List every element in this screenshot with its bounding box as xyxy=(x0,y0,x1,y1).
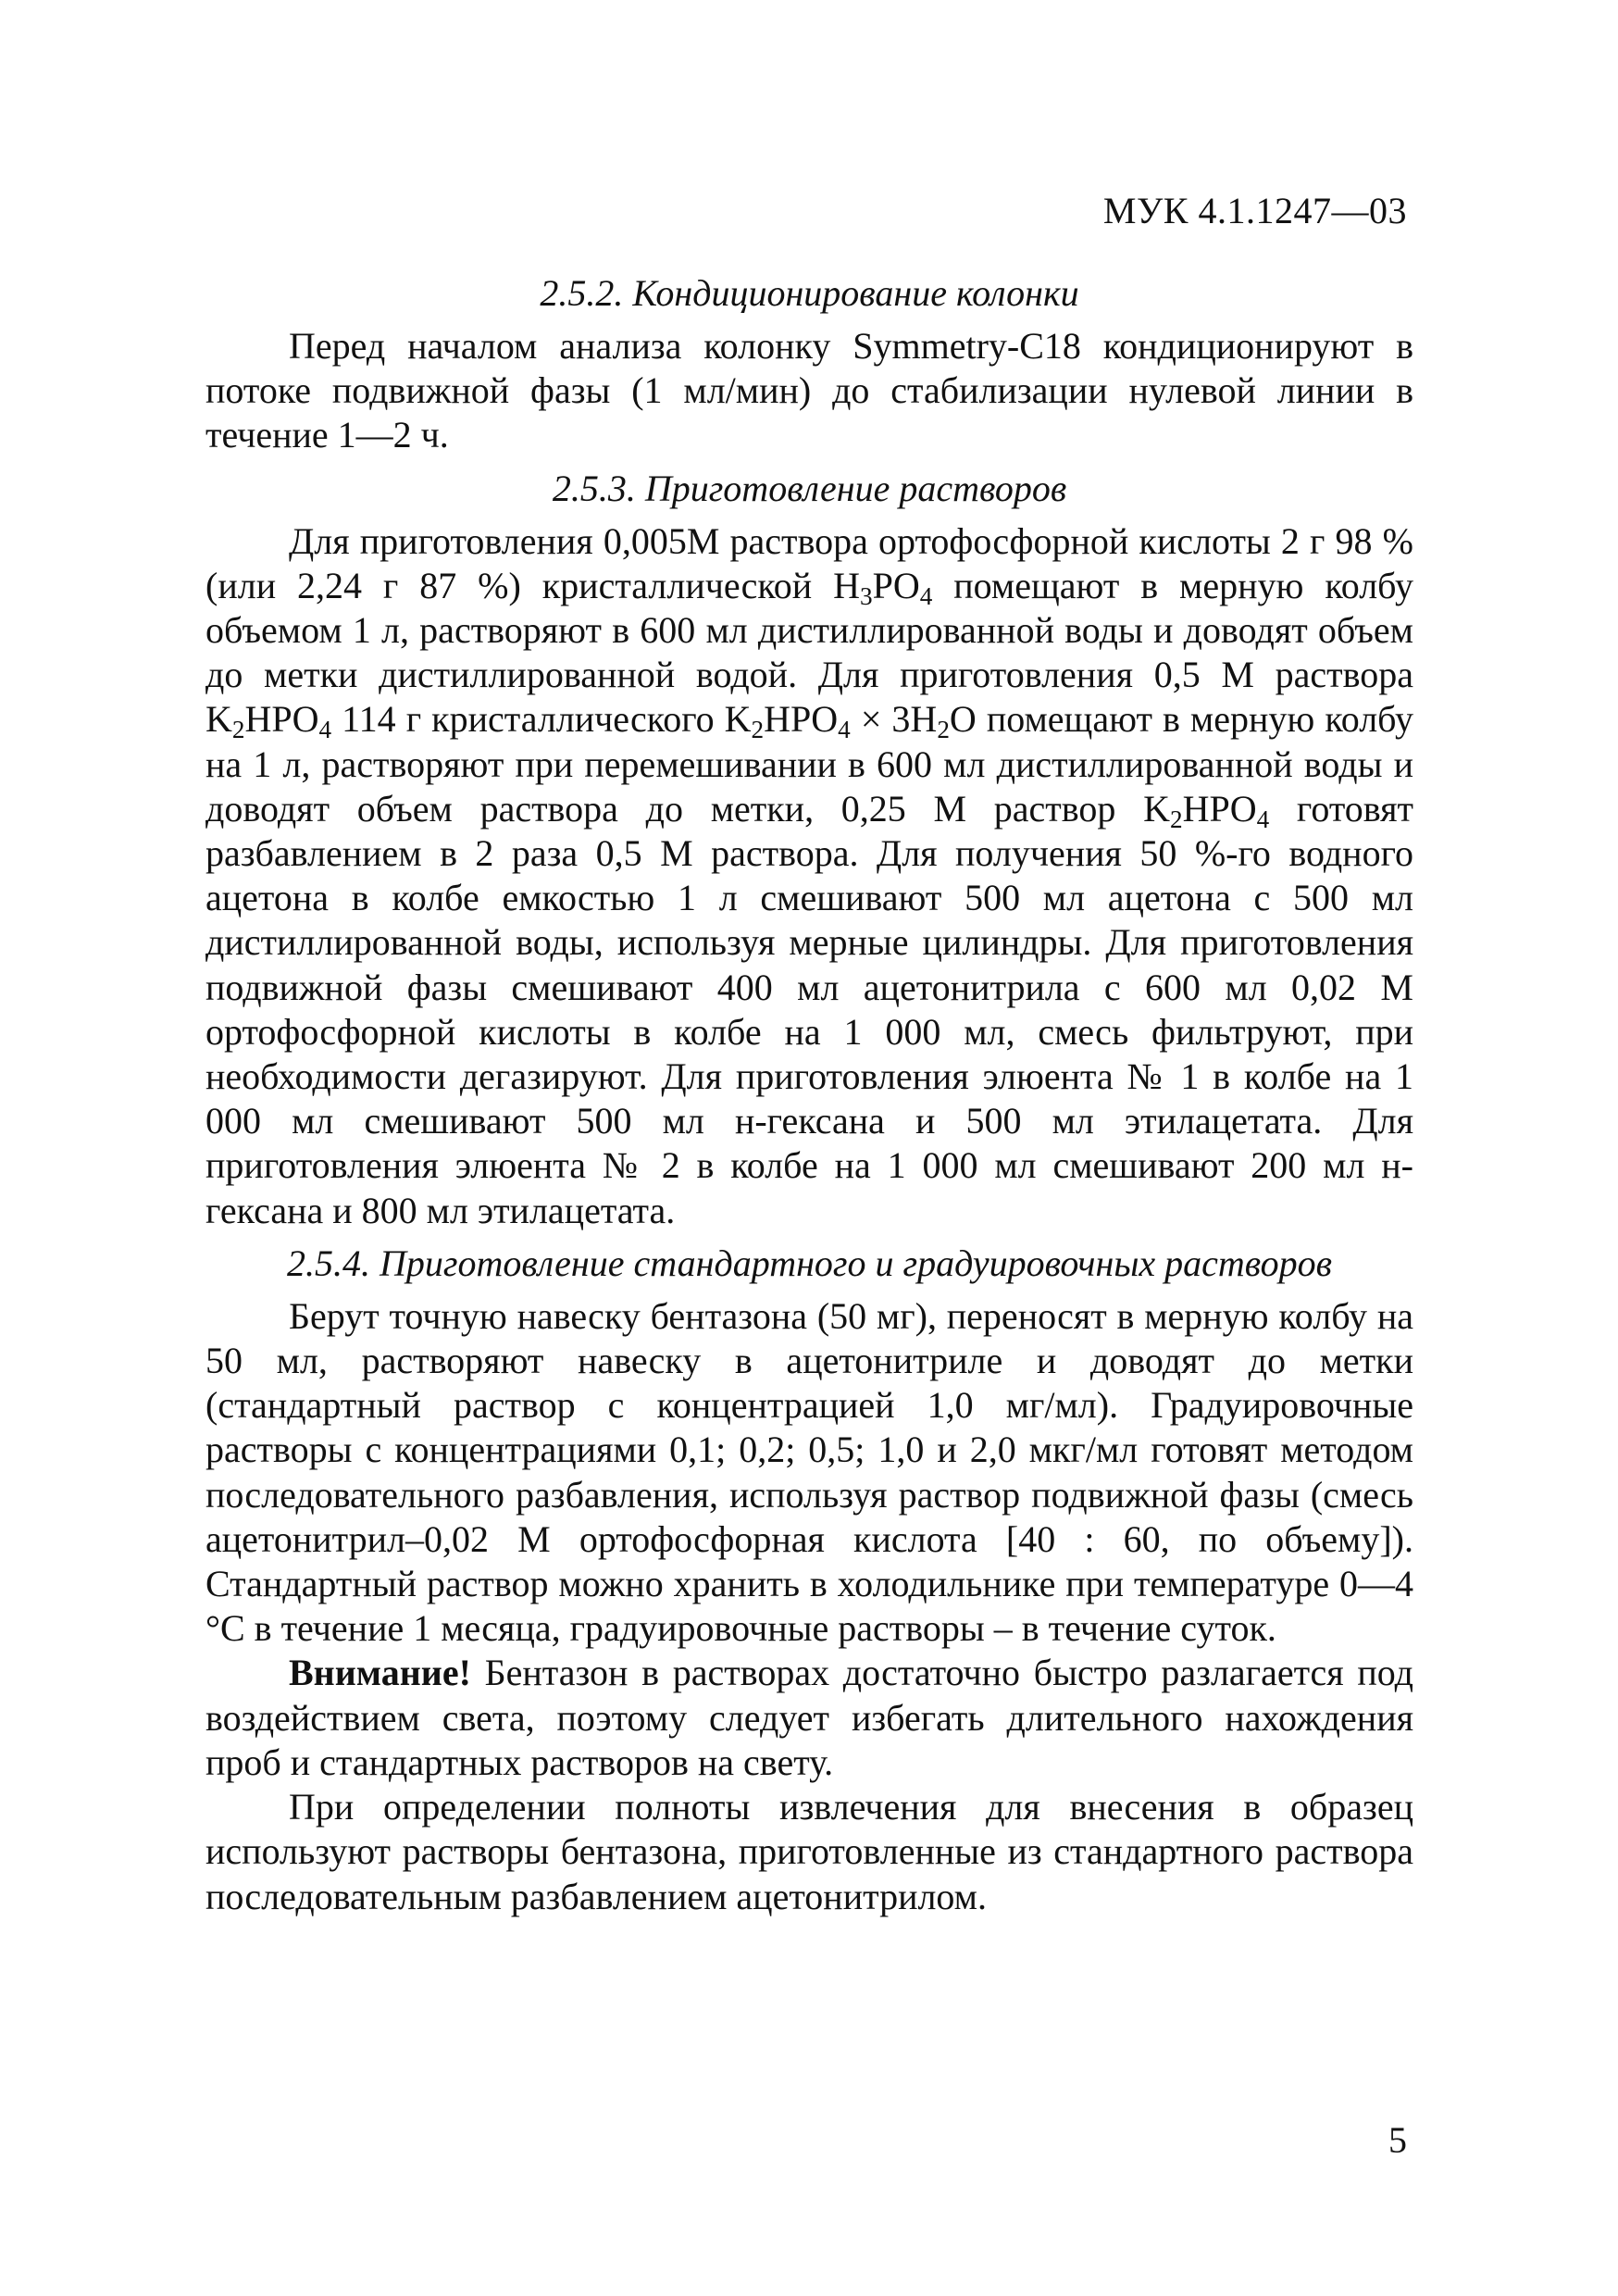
warning-label: Внимание! xyxy=(289,1652,471,1694)
document-code: МУК 4.1.1247—03 xyxy=(1102,190,1407,231)
document-body xyxy=(205,270,1413,1919)
paragraph-solution-preparation: Для приготовления 0,005М раствора ортофосфорной кислоты 2 г 98 % (или 2,24 г 87 %) кристаллической $H_3PO_4$ помещают в мерную колбу объемом 1 л, растворяют в 600 мл дистиллированной воды и доводят объем до метки дистиллированной водой. Для приготовления 0,5 М раствора $K_2HPO_4$ 114 г кристаллического $K_2HPO_4 \times 3H_2O$ помещают в мерную колбу на 1 л, растворяют при перемешивании в 600 мл дистиллированной воды и доводят объем раствора до метки, 0,25 М раствор $K_2HPO_4$ готовят разбавлением в 2 раза 0,5 М раствора. Для получения 50 %-го водного ацетона в колбе емкостью 1 л смешивают 500 мл ацетона с 500 мл дистиллированной воды, используя мерные цилиндры. Для приготовления подвижной фазы смешивают 400 мл ацетонитрила с 600 мл 0,02 М ортофосфорной кислоты в колбе на 1 000 мл, смесь фильтруют, при необходимости дегазируют. Для приготовления элюента № 1 в колбе на 1 000 мл смешивают 500 мл н-гексана и 500 мл этилацетата. Для приготовления элюента № 2 в колбе на 1 000 мл смешивают 200 мл н-гексана и 800 мл этилацетата. xyxy=(205,519,1414,1231)
section-heading-2-5-3: 2.5.3. Приготовление растворов xyxy=(552,467,1067,509)
paragraph-recovery: При определении полноты извлечения для внесения в образец используют растворы бентазона, приготовленные из стандартного раствора последовательным разбавлением ацетонитрилом. xyxy=(205,1786,1413,1917)
section-heading-2-5-2: 2.5.2. Кондиционирование колонки xyxy=(540,272,1079,314)
paragraph-standard-solution: Берут точную навеску бентазона (50 мг), переносят в мерную колбу на 50 мл, растворяют навеску в ацетонитриле и доводят до метки (стандартный раствор с концентрацией 1,0 мг/мл). Градуировочные растворы с концентрациями 0,1; 0,2; 0,5; 1,0 и 2,0 мкг/мл готовят методом последовательного разбавления, используя раствор подвижной фазы (смесь ацетонитрил–0,02 М ортофосфорная кислота [40 : 60, по объему]). Стандартный раствор можно хранить в холодильнике при температуре 0—4 °С в течение 1 месяца, градуировочные растворы – в течение суток. xyxy=(205,1294,1413,1650)
paragraph-warning: Внимание! Бентазон в растворах достаточно быстро разлагается под воздействием света, поэтому следует избегать длительного нахождения проб и стандартных растворов на свету. xyxy=(205,1652,1413,1783)
page-number: 5 xyxy=(1388,2119,1407,2161)
paragraph-column-conditioning: Перед началом анализа колонку Symmetry-С18 кондиционируют в потоке подвижной фазы (1 мл/мин) до стабилизации нулевой линии в течение 1—2 ч. xyxy=(205,325,1413,456)
section-heading-2-5-4: 2.5.4. Приготовление стандартного и градуировочных растворов xyxy=(286,1242,1333,1284)
